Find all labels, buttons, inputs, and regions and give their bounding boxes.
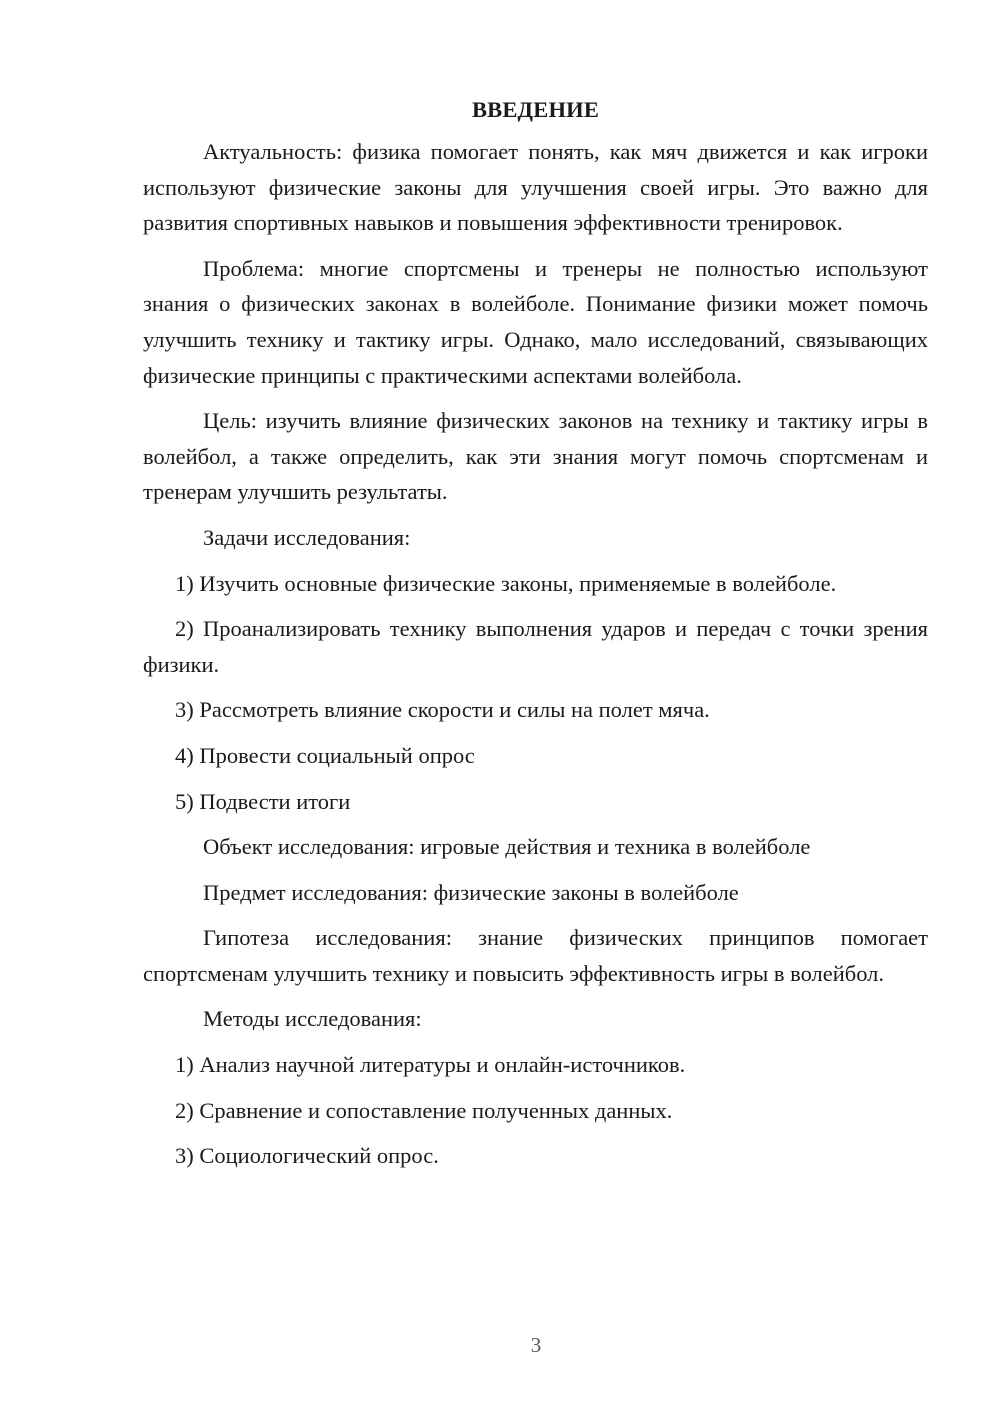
goal-paragraph: Цель: изучить влияние физических законов на технику и тактику игры в волейбол, а также определить, как эти знания могут помочь спортсменам и тренерам улучшить результаты. bbox=[143, 408, 928, 505]
hypothesis-paragraph: Гипотеза исследования: знание физических принципов помогает спортсменам улучшить технику и повысить эффективность игры в волейбол. bbox=[143, 925, 928, 986]
section-heading: ВВЕДЕНИЕ bbox=[471, 97, 600, 122]
task-item: 2) Проанализировать технику выполнения ударов и передач с точки зрения физики. bbox=[143, 616, 928, 677]
document-body bbox=[143, 92, 928, 1184]
tasks-title: Задачи исследования: bbox=[203, 524, 411, 550]
page-number: 3 bbox=[530, 1333, 542, 1357]
task-item: 3) Рассмотреть влияние скорости и силы на полет мяча. bbox=[175, 697, 710, 723]
task-item: 5) Подвести итоги bbox=[175, 788, 351, 814]
method-item: 2) Сравнение и сопоставление полученных данных. bbox=[175, 1097, 673, 1123]
object-paragraph: Объект исследования: игровые действия и техника в волейболе bbox=[203, 834, 811, 860]
methods-title: Методы исследования: bbox=[203, 1006, 422, 1032]
problem-paragraph: Проблема: многие спортсмены и тренеры не полностью используют знания о физических законах в волейболе. Понимание физики может помочь улучшить технику и тактику игры. Однако, мало исследований, связывающих физические принципы с практическими аспектами волейбола. bbox=[143, 255, 928, 388]
method-item: 3) Социологический опрос. bbox=[175, 1143, 439, 1169]
method-item: 1) Анализ научной литературы и онлайн-источников. bbox=[175, 1052, 686, 1078]
relevance-paragraph: Актуальность: физика помогает понять, как мяч движется и как игроки используют физические законы для улучшения своей игры. Это важно для развития спортивных навыков и повышения эффективности тренировок. bbox=[143, 139, 928, 236]
subject-paragraph: Предмет исследования: физические законы в волейболе bbox=[203, 879, 739, 905]
task-item: 1) Изучить основные физические законы, применяемые в волейболе. bbox=[175, 570, 837, 596]
task-item: 4) Провести социальный опрос bbox=[175, 742, 475, 768]
